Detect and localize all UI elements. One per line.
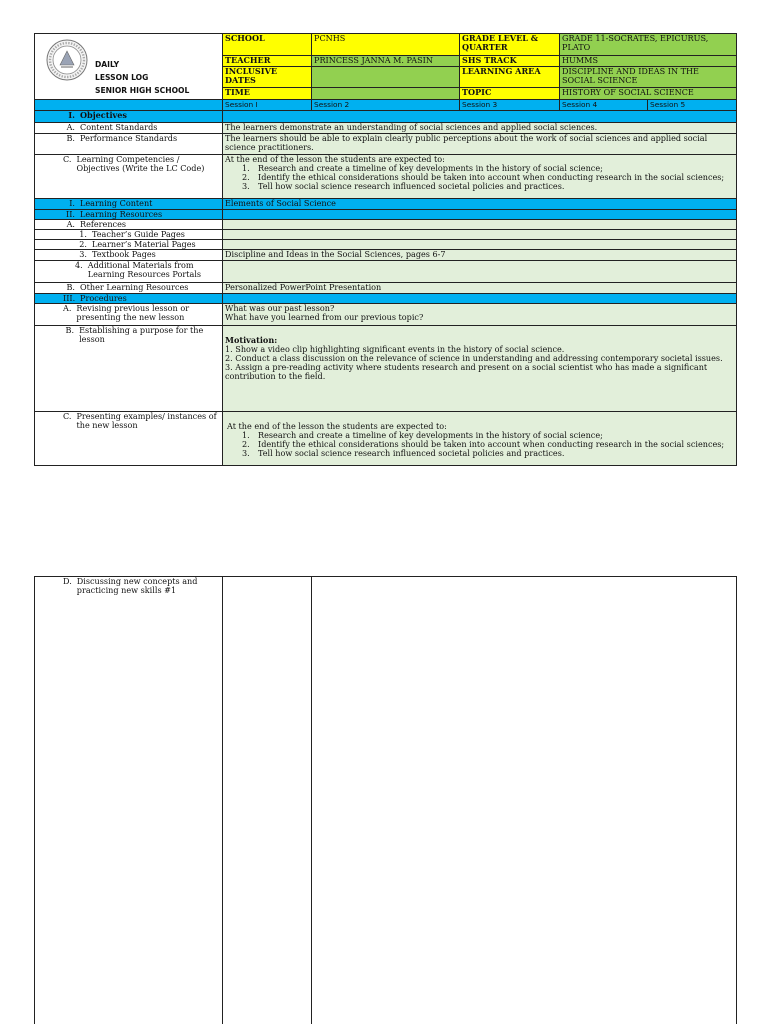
- list-item: [242, 182, 734, 191]
- session-blank-cell: [35, 100, 223, 111]
- textbook-pages-label: [35, 250, 223, 261]
- purpose-num: B.: [65, 325, 75, 335]
- time-value: [312, 88, 460, 100]
- references-num: A.: [66, 219, 75, 229]
- learning-content-value: Elements of Social Science: [223, 199, 737, 210]
- list-item-num: 3.: [242, 448, 250, 458]
- revising-label: [35, 304, 223, 326]
- deped-seal-icon: [46, 39, 88, 81]
- daily-lesson-log-table-continued: [34, 576, 737, 1024]
- learning-resources-num: II.: [66, 209, 75, 219]
- competencies-list: [225, 164, 734, 191]
- textbook-pages-value: Discipline and Ideas in the Social Sciences, pages 6-7: [223, 250, 737, 261]
- org-line-3: SENIOR HIGH SCHOOL: [95, 85, 190, 95]
- list-item-text: Identify the ethical considerations should be taken into account when conducting research in the social sciences;: [258, 439, 725, 449]
- list-item-text: Tell how social science research influenced societal policies and practices.: [258, 181, 565, 191]
- list-item-text: Tell how social science research influenced societal policies and practices.: [258, 448, 565, 458]
- other-resources-num: B.: [66, 282, 75, 292]
- learning-content-heading: [35, 199, 223, 210]
- lm-pages-label: [35, 240, 223, 250]
- content-standards-text: Content Standards: [80, 122, 158, 132]
- references-label: [35, 220, 223, 230]
- objectives-bar: [223, 111, 737, 123]
- tg-pages-text: Teacher’s Guide Pages: [92, 229, 185, 239]
- tg-pages-num: 1.: [79, 229, 87, 239]
- learning-resources-bar: [223, 210, 737, 220]
- track-value: HUMMS: [560, 56, 737, 67]
- objectives-label: Objectives: [80, 110, 127, 120]
- learning-resources-heading: [35, 210, 223, 220]
- competencies-text: Learning Competencies / Objectives (Write the LC Code): [76, 154, 205, 173]
- presenting-label: [35, 412, 223, 466]
- discussing-value-cell: [312, 577, 737, 1024]
- content-standards-value: The learners demonstrate an understanding of social sciences and applied social sciences.: [223, 123, 737, 134]
- performance-standards-label: [35, 134, 223, 155]
- additional-materials-value: [223, 261, 737, 283]
- competencies-label: [35, 155, 223, 199]
- procedures-bar: [223, 294, 737, 304]
- learning-resources-label: Learning Resources: [80, 209, 163, 219]
- session-5-header: Session 5: [648, 100, 737, 111]
- grade-label: GRADE LEVEL & QUARTER: [460, 34, 560, 56]
- performance-standards-text: Performance Standards: [80, 133, 178, 143]
- teacher-label: TEACHER: [223, 56, 312, 67]
- track-label: SHS TRACK: [460, 56, 560, 67]
- list-item-num: 2.: [242, 172, 250, 182]
- list-item-text: Identify the ethical considerations should be taken into account when conducting research in the social sciences;: [258, 172, 725, 182]
- list-item-num: 1.: [242, 163, 250, 173]
- area-label: LEARNING AREA: [460, 67, 560, 88]
- procedures-num: III.: [63, 293, 76, 303]
- presenting-list: [225, 431, 734, 458]
- list-item-num: 3.: [242, 181, 250, 191]
- revising-text: Revising previous lesson or presenting the new lesson: [76, 303, 190, 322]
- competencies-value: [223, 155, 737, 199]
- other-resources-value: Personalized PowerPoint Presentation: [223, 283, 737, 294]
- performance-standards-num: B.: [66, 133, 75, 143]
- session-3-header: Session 3: [460, 100, 560, 111]
- time-label: TIME: [223, 88, 312, 100]
- revising-value: [223, 304, 737, 326]
- motivation-line-3: 3. Assign a pre-reading activity where students research and present on a social scientist who has made a significant contribution to the field.: [225, 362, 708, 381]
- additional-materials-num: 4.: [75, 260, 83, 270]
- list-item: [242, 449, 734, 458]
- org-line-2: LESSON LOG: [95, 72, 149, 82]
- tg-pages-value: [223, 230, 737, 240]
- session-1-header: Session I: [223, 100, 312, 111]
- teacher-value: PRINCESS JANNA M. PASIN: [312, 56, 460, 67]
- learning-content-label: Learning Content: [80, 198, 153, 208]
- procedures-label: Procedures: [80, 293, 127, 303]
- topic-label: TOPIC: [460, 88, 560, 100]
- session-4-header: Session 4: [560, 100, 648, 111]
- procedures-heading: [35, 294, 223, 304]
- motivation-line-2: 2. Conduct a class discussion on the relevance of science in understanding and addressing contemporary societal issues.: [225, 353, 723, 363]
- topic-value: HISTORY OF SOCIAL SCIENCE: [560, 88, 737, 100]
- textbook-pages-num: 3.: [79, 249, 87, 259]
- revising-line-1: What was our past lesson?: [225, 303, 335, 313]
- presenting-intro: At the end of the lesson the students are expected to:: [227, 421, 447, 431]
- list-item-num: 1.: [242, 430, 250, 440]
- list-item-text: Research and create a timeline of key developments in the history of social science;: [258, 430, 603, 440]
- session-2-header: Session 2: [312, 100, 460, 111]
- lm-pages-num: 2.: [79, 239, 87, 249]
- lm-pages-value: [223, 240, 737, 250]
- dates-label: INCLUSIVE DATES: [223, 67, 312, 88]
- revising-line-2: What have you learned from our previous topic?: [225, 312, 424, 322]
- objectives-num: I.: [68, 110, 75, 120]
- area-value: DISCIPLINE AND IDEAS IN THE SOCIAL SCIENCE: [560, 67, 737, 88]
- discussing-text: Discussing new concepts and practicing new skills #1: [76, 576, 198, 595]
- learning-content-num: I.: [69, 198, 75, 208]
- references-value: [223, 220, 737, 230]
- additional-materials-text: Additional Materials from Learning Resources Portals: [87, 260, 202, 279]
- dates-value: [312, 67, 460, 88]
- presenting-value: [223, 412, 737, 466]
- school-value: PCNHS: [312, 34, 460, 56]
- content-standards-num: A.: [66, 122, 75, 132]
- competencies-intro: At the end of the lesson the students are expected to:: [225, 154, 445, 164]
- additional-materials-label: [35, 261, 223, 283]
- textbook-pages-text: Textbook Pages: [92, 249, 156, 259]
- list-item-text: Research and create a timeline of key developments in the history of social science;: [258, 163, 603, 173]
- discussing-session-cell: [223, 577, 312, 1024]
- other-resources-text: Other Learning Resources: [80, 282, 189, 292]
- objectives-heading: [35, 111, 223, 123]
- presenting-text: Presenting examples/ instances of the new lesson: [76, 411, 217, 430]
- motivation-line-1: 1. Show a video clip highlighting significant events in the history of social science.: [225, 344, 565, 354]
- list-item-num: 2.: [242, 439, 250, 449]
- performance-standards-value: The learners should be able to explain clearly public perceptions about the work of social sciences and applied social science practitioners.: [223, 134, 737, 155]
- daily-lesson-log-table: [34, 33, 737, 466]
- references-text: References: [80, 219, 127, 229]
- discussing-num: D.: [63, 576, 72, 586]
- purpose-label: [35, 326, 223, 412]
- content-standards-label: [35, 123, 223, 134]
- revising-num: A.: [63, 303, 72, 313]
- school-label: SCHOOL: [223, 34, 312, 56]
- tg-pages-label: [35, 230, 223, 240]
- purpose-value: [223, 326, 737, 412]
- org-line-1: DAILY: [95, 60, 120, 69]
- grade-value: GRADE 11-SOCRATES, EPICURUS, PLATO: [560, 34, 737, 56]
- purpose-text: Establishing a purpose for the lesson: [79, 325, 204, 344]
- other-resources-label: [35, 283, 223, 294]
- presenting-num: C.: [63, 411, 72, 421]
- lm-pages-text: Learner’s Material Pages: [92, 239, 196, 249]
- org-title: [95, 59, 189, 97]
- discussing-label: [35, 577, 223, 1024]
- motivation-heading: Motivation:: [225, 335, 278, 345]
- competencies-num: C.: [63, 154, 72, 164]
- header-logo-cell: [35, 34, 223, 100]
